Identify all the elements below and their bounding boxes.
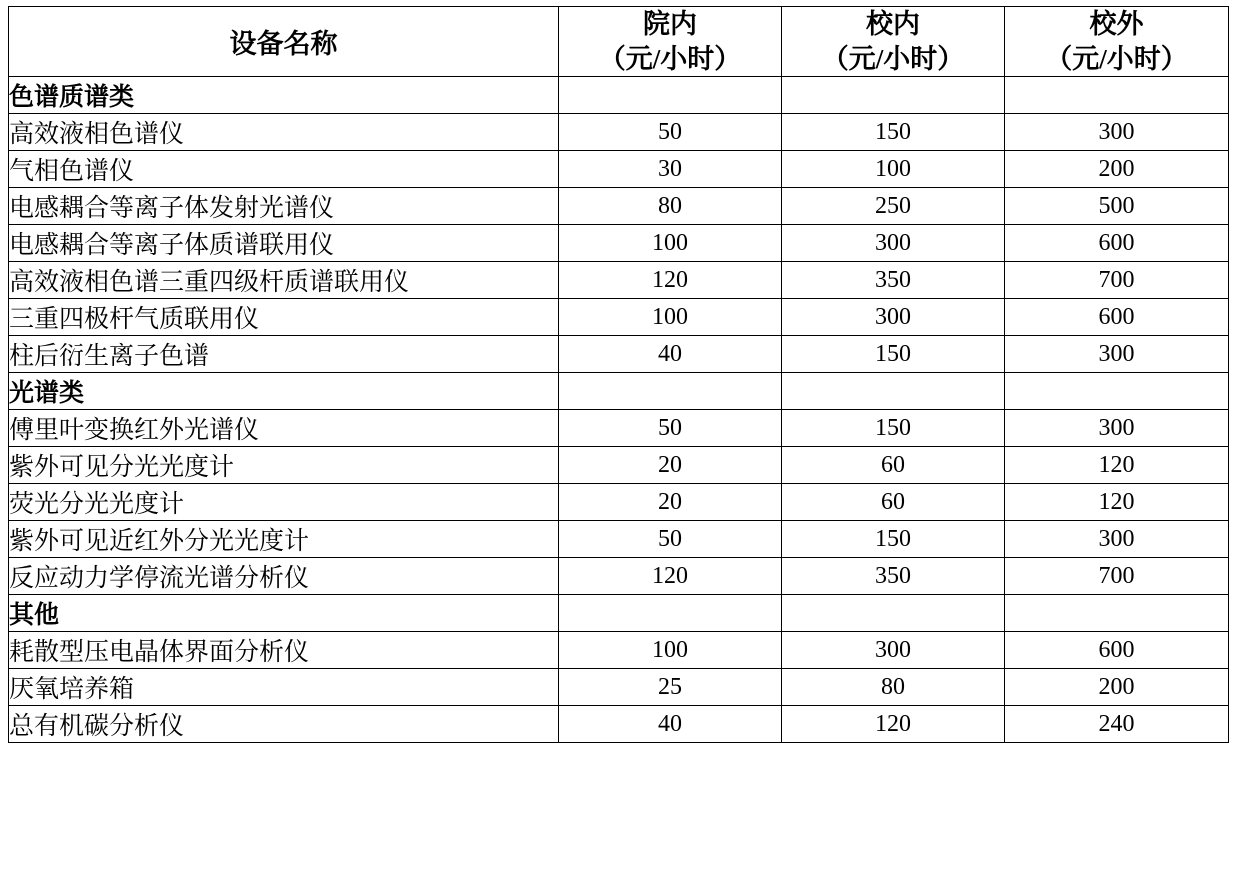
cell-external-rate (1005, 77, 1229, 114)
table-header (9, 7, 1229, 77)
table-row (9, 706, 1229, 743)
cell-equipment-name: 柱后衍生离子色谱 (9, 336, 559, 373)
category-label: 色谱质谱类 (9, 77, 559, 114)
table-row (9, 151, 1229, 188)
cell-external-rate: 600 (1005, 299, 1229, 336)
column-header-campus-rate (782, 7, 1005, 77)
cell-external-rate: 240 (1005, 706, 1229, 743)
cell-institute-rate: 80 (559, 188, 782, 225)
table-row (9, 299, 1229, 336)
cell-campus-rate: 150 (782, 521, 1005, 558)
column-header-external-rate-line1: 校外 (1089, 9, 1144, 39)
cell-campus-rate: 150 (782, 336, 1005, 373)
cell-external-rate: 120 (1005, 447, 1229, 484)
cell-external-rate: 200 (1005, 151, 1229, 188)
cell-equipment-name: 紫外可见分光光度计 (9, 447, 559, 484)
equipment-rate-table (8, 6, 1229, 743)
cell-campus-rate: 80 (782, 669, 1005, 706)
cell-external-rate: 200 (1005, 669, 1229, 706)
cell-institute-rate: 100 (559, 299, 782, 336)
cell-campus-rate: 350 (782, 262, 1005, 299)
cell-campus-rate: 300 (782, 632, 1005, 669)
cell-institute-rate: 50 (559, 410, 782, 447)
cell-institute-rate: 30 (559, 151, 782, 188)
cell-institute-rate: 100 (559, 225, 782, 262)
cell-external-rate (1005, 373, 1229, 410)
cell-institute-rate: 50 (559, 521, 782, 558)
table-row (9, 632, 1229, 669)
cell-campus-rate (782, 373, 1005, 410)
column-header-external-rate (1005, 7, 1229, 77)
cell-campus-rate: 60 (782, 484, 1005, 521)
cell-campus-rate: 300 (782, 299, 1005, 336)
cell-institute-rate (559, 77, 782, 114)
cell-institute-rate: 120 (559, 558, 782, 595)
cell-campus-rate: 150 (782, 410, 1005, 447)
cell-institute-rate (559, 595, 782, 632)
column-header-campus-rate-line2: （元/小时） (821, 43, 965, 74)
table-header-row (9, 7, 1229, 77)
cell-equipment-name: 气相色谱仪 (9, 151, 559, 188)
cell-institute-rate: 40 (559, 706, 782, 743)
cell-campus-rate (782, 77, 1005, 114)
cell-equipment-name: 傅里叶变换红外光谱仪 (9, 410, 559, 447)
cell-equipment-name: 荧光分光光度计 (9, 484, 559, 521)
cell-external-rate: 700 (1005, 558, 1229, 595)
cell-external-rate: 600 (1005, 632, 1229, 669)
cell-institute-rate (559, 373, 782, 410)
cell-campus-rate: 150 (782, 114, 1005, 151)
table-row (9, 77, 1229, 114)
cell-campus-rate (782, 595, 1005, 632)
cell-campus-rate: 120 (782, 706, 1005, 743)
table-row (9, 669, 1229, 706)
cell-external-rate: 300 (1005, 521, 1229, 558)
cell-equipment-name: 厌氧培养箱 (9, 669, 559, 706)
table-row (9, 484, 1229, 521)
cell-campus-rate: 350 (782, 558, 1005, 595)
table-row (9, 225, 1229, 262)
cell-equipment-name: 紫外可见近红外分光光度计 (9, 521, 559, 558)
cell-equipment-name: 耗散型压电晶体界面分析仪 (9, 632, 559, 669)
cell-external-rate: 600 (1005, 225, 1229, 262)
cell-institute-rate: 120 (559, 262, 782, 299)
table-row (9, 410, 1229, 447)
column-header-campus-rate-line1: 校内 (866, 9, 920, 39)
cell-external-rate: 300 (1005, 410, 1229, 447)
table-row (9, 595, 1229, 632)
column-header-equipment-name: 设备名称 (9, 7, 559, 77)
column-header-institute-rate-line2: （元/小时） (598, 43, 742, 74)
table-row (9, 373, 1229, 410)
column-header-institute-rate-line1: 院内 (643, 9, 697, 39)
table-row (9, 336, 1229, 373)
table-row (9, 521, 1229, 558)
cell-external-rate (1005, 595, 1229, 632)
cell-campus-rate: 250 (782, 188, 1005, 225)
cell-equipment-name: 反应动力学停流光谱分析仪 (9, 558, 559, 595)
table-row (9, 114, 1229, 151)
cell-campus-rate: 100 (782, 151, 1005, 188)
cell-equipment-name: 电感耦合等离子体发射光谱仪 (9, 188, 559, 225)
cell-external-rate: 120 (1005, 484, 1229, 521)
cell-campus-rate: 300 (782, 225, 1005, 262)
cell-equipment-name: 高效液相色谱仪 (9, 114, 559, 151)
cell-institute-rate: 100 (559, 632, 782, 669)
cell-external-rate: 300 (1005, 114, 1229, 151)
table-row (9, 447, 1229, 484)
cell-institute-rate: 25 (559, 669, 782, 706)
column-header-external-rate-line2: （元/小时） (1045, 43, 1188, 74)
cell-campus-rate: 60 (782, 447, 1005, 484)
category-label: 其他 (9, 595, 559, 632)
cell-institute-rate: 20 (559, 484, 782, 521)
table-row (9, 558, 1229, 595)
cell-external-rate: 300 (1005, 336, 1229, 373)
table-row (9, 262, 1229, 299)
cell-institute-rate: 50 (559, 114, 782, 151)
cell-external-rate: 700 (1005, 262, 1229, 299)
cell-external-rate: 500 (1005, 188, 1229, 225)
table-body (9, 77, 1229, 743)
cell-institute-rate: 40 (559, 336, 782, 373)
cell-equipment-name: 三重四极杆气质联用仪 (9, 299, 559, 336)
column-header-institute-rate (559, 7, 782, 77)
cell-equipment-name: 电感耦合等离子体质谱联用仪 (9, 225, 559, 262)
category-label: 光谱类 (9, 373, 559, 410)
cell-institute-rate: 20 (559, 447, 782, 484)
cell-equipment-name: 总有机碳分析仪 (9, 706, 559, 743)
table-row (9, 188, 1229, 225)
cell-equipment-name: 高效液相色谱三重四级杆质谱联用仪 (9, 262, 559, 299)
